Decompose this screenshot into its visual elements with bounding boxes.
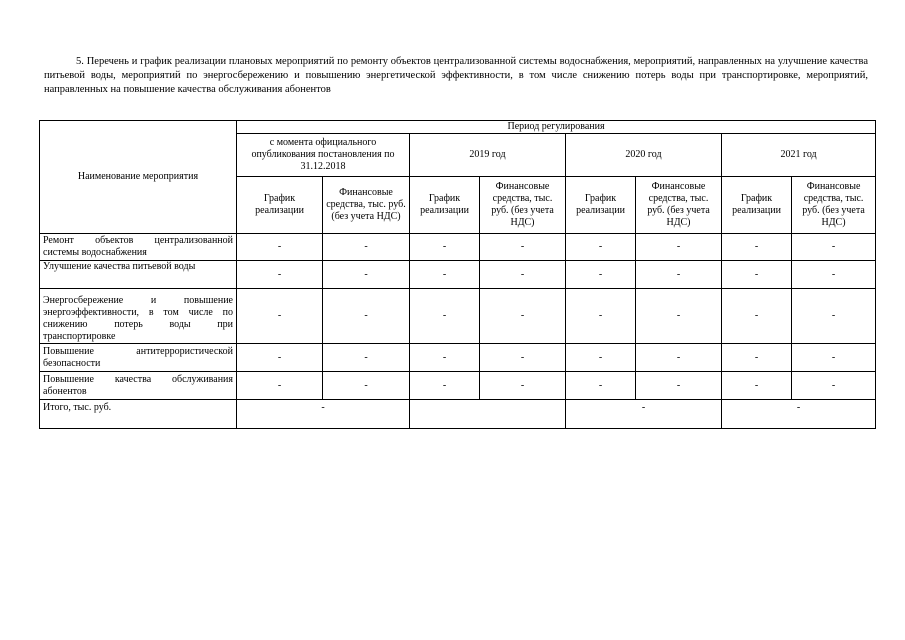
table-cell: -	[323, 234, 410, 261]
table-cell: -	[722, 372, 792, 400]
table-cell: -	[792, 344, 876, 372]
table-row	[40, 289, 876, 344]
row-name: Повышение качества обслуживания абонентов	[40, 372, 237, 400]
table-cell: -	[722, 261, 792, 289]
total-cell-2021: -	[722, 400, 876, 429]
row-name: Энергосбережение и повышение энергоэффективности, в том числе по снижению потерь воды при транспортировке	[40, 289, 237, 344]
table-cell: -	[410, 234, 480, 261]
table-cell: -	[410, 261, 480, 289]
period-2019: 2019 год	[410, 134, 566, 177]
table-row	[40, 344, 876, 372]
total-cell-2018: -	[237, 400, 410, 429]
sub-finance-2021: Финансовые средства, тыс. руб. (без учета НДС)	[792, 177, 876, 234]
total-cell-2020: -	[566, 400, 722, 429]
table-cell: -	[722, 289, 792, 344]
table-cell: -	[480, 261, 566, 289]
sub-schedule-2020: График реализации	[566, 177, 636, 234]
sub-schedule-2021: График реализации	[722, 177, 792, 234]
table-cell: -	[237, 261, 323, 289]
table-cell: -	[410, 344, 480, 372]
table-row	[40, 234, 876, 261]
table-cell: -	[566, 372, 636, 400]
table-cell: -	[636, 344, 722, 372]
table-cell: -	[410, 372, 480, 400]
period-2021: 2021 год	[722, 134, 876, 177]
table-cell: -	[792, 234, 876, 261]
table-cell: -	[237, 289, 323, 344]
section-heading: 5. Перечень и график реализации плановых мероприятий по ремонту объектов централизованной системы водоснабжения, мероприятий, направленных на улучшение качества питьевой воды, мероприятий по энергосбережению и повышению энергетической эффективности, в том числе снижению потерь воды при транспортировке, мероприятий, направленных на повышение качества обслуживания абонентов	[44, 55, 868, 95]
table-cell: -	[792, 261, 876, 289]
activities-table	[39, 120, 876, 429]
total-row	[40, 400, 876, 429]
total-label: Итого, тыс. руб.	[40, 400, 237, 429]
table-cell: -	[566, 289, 636, 344]
table-cell: -	[636, 372, 722, 400]
table-cell: -	[237, 344, 323, 372]
table-cell: -	[480, 344, 566, 372]
col-name-header: Наименование мероприятия	[40, 121, 237, 234]
table-cell: -	[792, 372, 876, 400]
table-cell: -	[722, 344, 792, 372]
table-cell: -	[722, 234, 792, 261]
sub-finance-2019: Финансовые средства, тыс. руб. (без учета НДС)	[480, 177, 566, 234]
table-cell: -	[323, 289, 410, 344]
period-2018: с момента официального опубликования постановления по 31.12.2018	[237, 134, 410, 177]
sub-finance-2020: Финансовые средства, тыс. руб. (без учета НДС)	[636, 177, 722, 234]
table-cell: -	[636, 261, 722, 289]
sub-schedule-2018: График реализации	[237, 177, 323, 234]
table-cell: -	[480, 372, 566, 400]
table-cell: -	[566, 261, 636, 289]
table-cell: -	[323, 372, 410, 400]
table-cell: -	[237, 234, 323, 261]
table-cell: -	[636, 289, 722, 344]
table-cell: -	[480, 289, 566, 344]
row-name: Улучшение качества питьевой воды	[40, 261, 237, 289]
table-cell: -	[566, 234, 636, 261]
table-cell: -	[237, 372, 323, 400]
table-cell: -	[323, 261, 410, 289]
table-cell: -	[480, 234, 566, 261]
sub-finance-2018: Финансовые средства, тыс. руб. (без учета НДС)	[323, 177, 410, 234]
table-cell: -	[566, 344, 636, 372]
table-row	[40, 261, 876, 289]
table-cell: -	[636, 234, 722, 261]
row-name: Повышение антитеррористической безопасности	[40, 344, 237, 372]
table-cell: -	[323, 344, 410, 372]
sub-schedule-2019: График реализации	[410, 177, 480, 234]
table-row	[40, 372, 876, 400]
table-cell: -	[410, 289, 480, 344]
total-cell-2019	[410, 400, 566, 429]
period-2020: 2020 год	[566, 134, 722, 177]
period-header: Период регулирования	[237, 121, 876, 134]
table-cell: -	[792, 289, 876, 344]
row-name: Ремонт объектов централизованной системы водоснабжения	[40, 234, 237, 261]
